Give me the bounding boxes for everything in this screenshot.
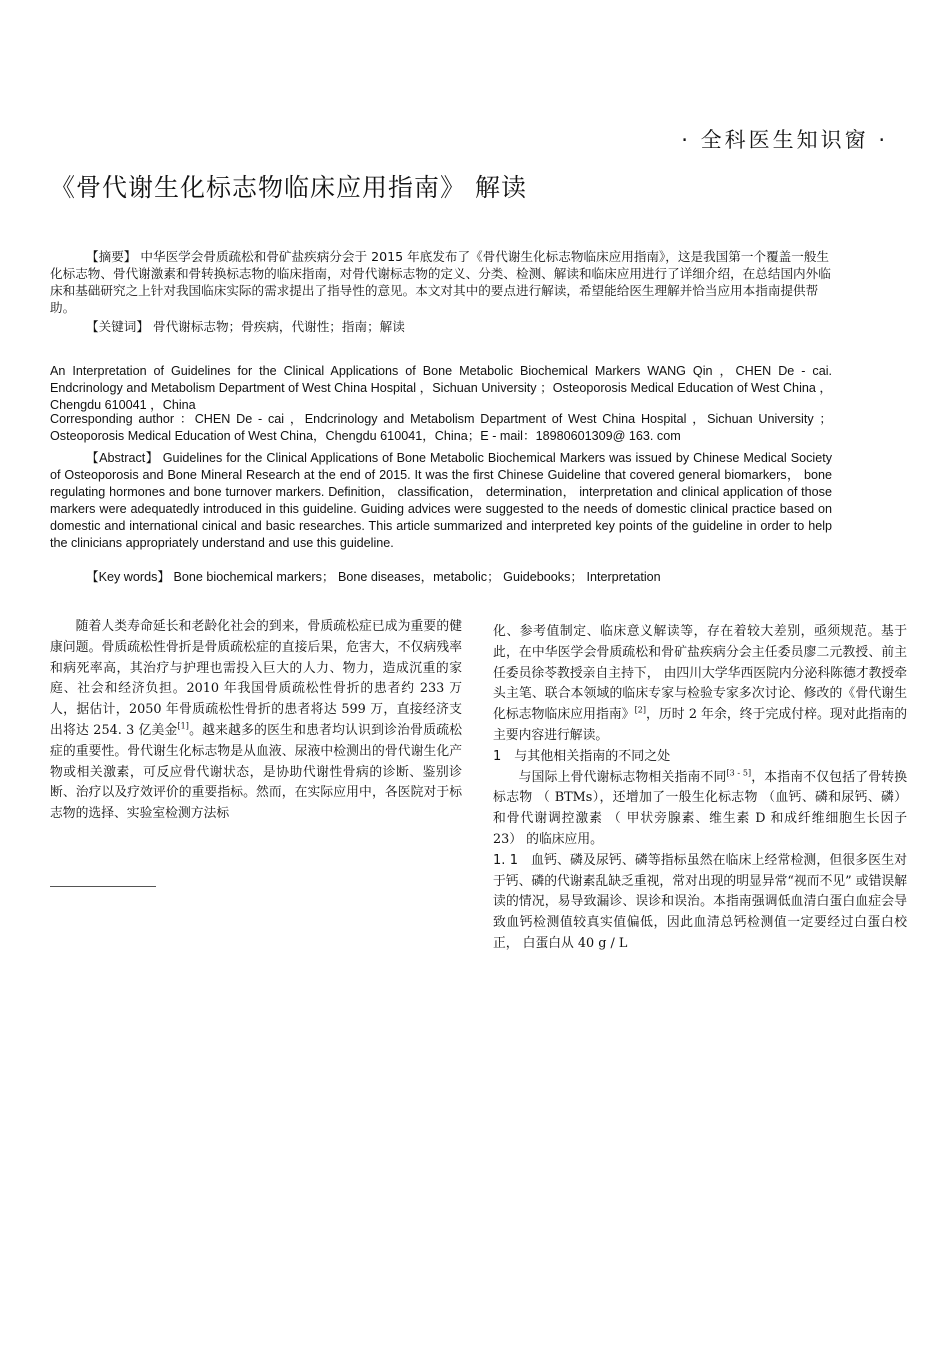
abstract-text: 中华医学会骨质疏松和骨矿盐疾病分会于 2015 年底发布了《骨代谢生化标志物临床应用指南》，这是我国第一个覆盖一般生化标志物、骨代谢激素和骨转换标志物的临床指南，对骨代谢标志物的定义、分类、检测、解读和临床应用进行了详细介绍，在总结国内外临床和基础研究之上针对我国临床实际的需求提出了指导性的意见。本文对其中的要点进行解读，希望能给医生理解并恰当应用本指南提供帮助。	[50, 249, 831, 315]
keywords-label: 【关键词】	[86, 319, 149, 334]
english-keywords	[50, 569, 868, 586]
right-paragraph-1	[493, 622, 907, 747]
section-1-1-number: 1. 1	[493, 852, 518, 868]
right-paragraph-2a: 与国际上骨代谢标志物相关指南不同	[518, 769, 727, 785]
abstract-label: 【摘要】	[86, 249, 137, 264]
english-abstract	[50, 450, 832, 552]
right-paragraph-2	[493, 768, 907, 851]
right-paragraph-1a: 化、参考值制定、临床意义解读等，存在着较大差别，亟须规范。基于此，在中华医学会骨质疏松和骨矿盐疾病分会主任委员廖二元教授、前主任委员徐苓教授亲自主持下， 由四川大学华西医院内分泌科陈德才教授牵头主笔、联合本领域的临床专家与检验专家多次讨论、修改的《骨代谢生化标志物临床应用指南》	[493, 624, 907, 723]
column-tag: · 全科医生知识窗 ·	[681, 128, 888, 152]
left-paragraph-a: 随着人类寿命延长和老龄化社会的到来，骨质疏松症已成为重要的健康问题。骨质疏松性骨折是骨质疏松症的直接后果，危害大，不仅病残率和病死率高，其治疗与护理也需投入巨大的人力、物力，造成沉重的家庭、社会和经济负担。2010 年我国骨质疏松性骨折的患者约 233 万人，据估计，2050 年骨质疏松性骨折的患者将达 599 万，直接经济支出将达 254. 3 亿美金	[50, 619, 462, 738]
right-paragraph-3	[493, 851, 907, 955]
article-title: 《骨代谢生化标志物临床应用指南》 解读	[50, 173, 527, 202]
reference-2: [2]	[634, 705, 646, 715]
chinese-abstract	[50, 248, 832, 316]
left-paragraph-b: 。越来越多的医生和患者均认识到诊治骨质疏松症的重要性。骨代谢生化标志物是从血液、尿液中检测出的骨代谢生化产物或相关激素，可反应骨代谢状态，是协助代谢性骨病的诊断、鉴别诊断、治疗以及疗效评价的重要指标。然而，在实际应用中，各医院对于标志物的选择、实验室检测方法标	[50, 722, 463, 822]
english-title-authors: An Interpretation of Guidelines for the Clinical Applications of Bone Metabolic Biochemical Markers WANG Qin ，CHEN De - cai. Endcrinology and Metabolism Department of West China Hospital ，Sichuan University ；Osteoporosis Medical Education of West China ，Chengdu 610041 ，China	[50, 364, 832, 412]
section-1-heading: 1 与其他相关指南的不同之处	[493, 748, 671, 764]
body-right-column	[493, 622, 907, 955]
english-abstract-text: Guidelines for the Clinical Applications of Bone Metabolic Biochemical Markers was issued by Chinese Medical Society of Osteoporosis and Bone Mineral Research at the end of 2015. It was the first Chinese Guideline that covered general biomarkers， bone regulating hormones and bone turnover markers. Definition， classification， determination， interpretation and clinical application of those markers were adequatedly introduced in this guideline. Guiding advices were suggested to the needs of domestic clinical practice based on domestic and international cinical and basic researches. This article summarized and interpreted key points of the guideline in order to help the clinicians appropriately understand and use this guideline.	[50, 451, 832, 550]
body-left-column	[50, 617, 462, 825]
reference-3-5: [3 - 5]	[726, 768, 752, 778]
english-abstract-label: 【Abstract】	[86, 451, 159, 465]
right-paragraph-2b: ，本指南不仅包括了骨转换标志物 （ BTMs），还增加了一般生化标志物 （血钙、磷和尿钙、磷） 和骨代谢调控激素 （ 甲状旁腺素、维生素 D 和成纤维细胞生长因子 23） 的临床应用。	[493, 769, 908, 847]
reference-1: [1]	[177, 721, 189, 731]
english-keywords-text: Bone biochemical markers； Bone diseases，metabolic； Guidebooks； Interpretation	[173, 570, 661, 584]
keywords-text: 骨代谢标志物；骨疾病，代谢性；指南；解读	[152, 319, 405, 334]
right-paragraph-1b: ，历时 2 年余，终于完成付梓。现对此指南的主要内容进行解读。	[493, 707, 908, 743]
corresponding-author: Corresponding author ：CHEN De - cai ，Endcrinology and Metabolism Department of West China Hospital ，Sichuan University ；Osteoporosis Medical Education of West China，Chengdu 610041，China；E - mail：18980601309@ 163. com	[50, 412, 832, 443]
english-keywords-label: 【Key words】	[86, 570, 170, 584]
section-1-1-text: 血钙、磷及尿钙、磷等指标虽然在临床上经常检测，但很多医生对于钙、磷的代谢素乱缺乏重视，常对出现的明显异常“视而不见” 或错误解读的情况，易导致漏诊、误诊和误治。本指南强调低血清白蛋白血症会导致血钙检测值较真实值偏低，因此血清总钙检测值一定要经过白蛋白校正， 白蛋白从 40 g / L	[493, 852, 908, 951]
chinese-keywords	[50, 318, 868, 335]
footnote-divider	[50, 886, 156, 887]
